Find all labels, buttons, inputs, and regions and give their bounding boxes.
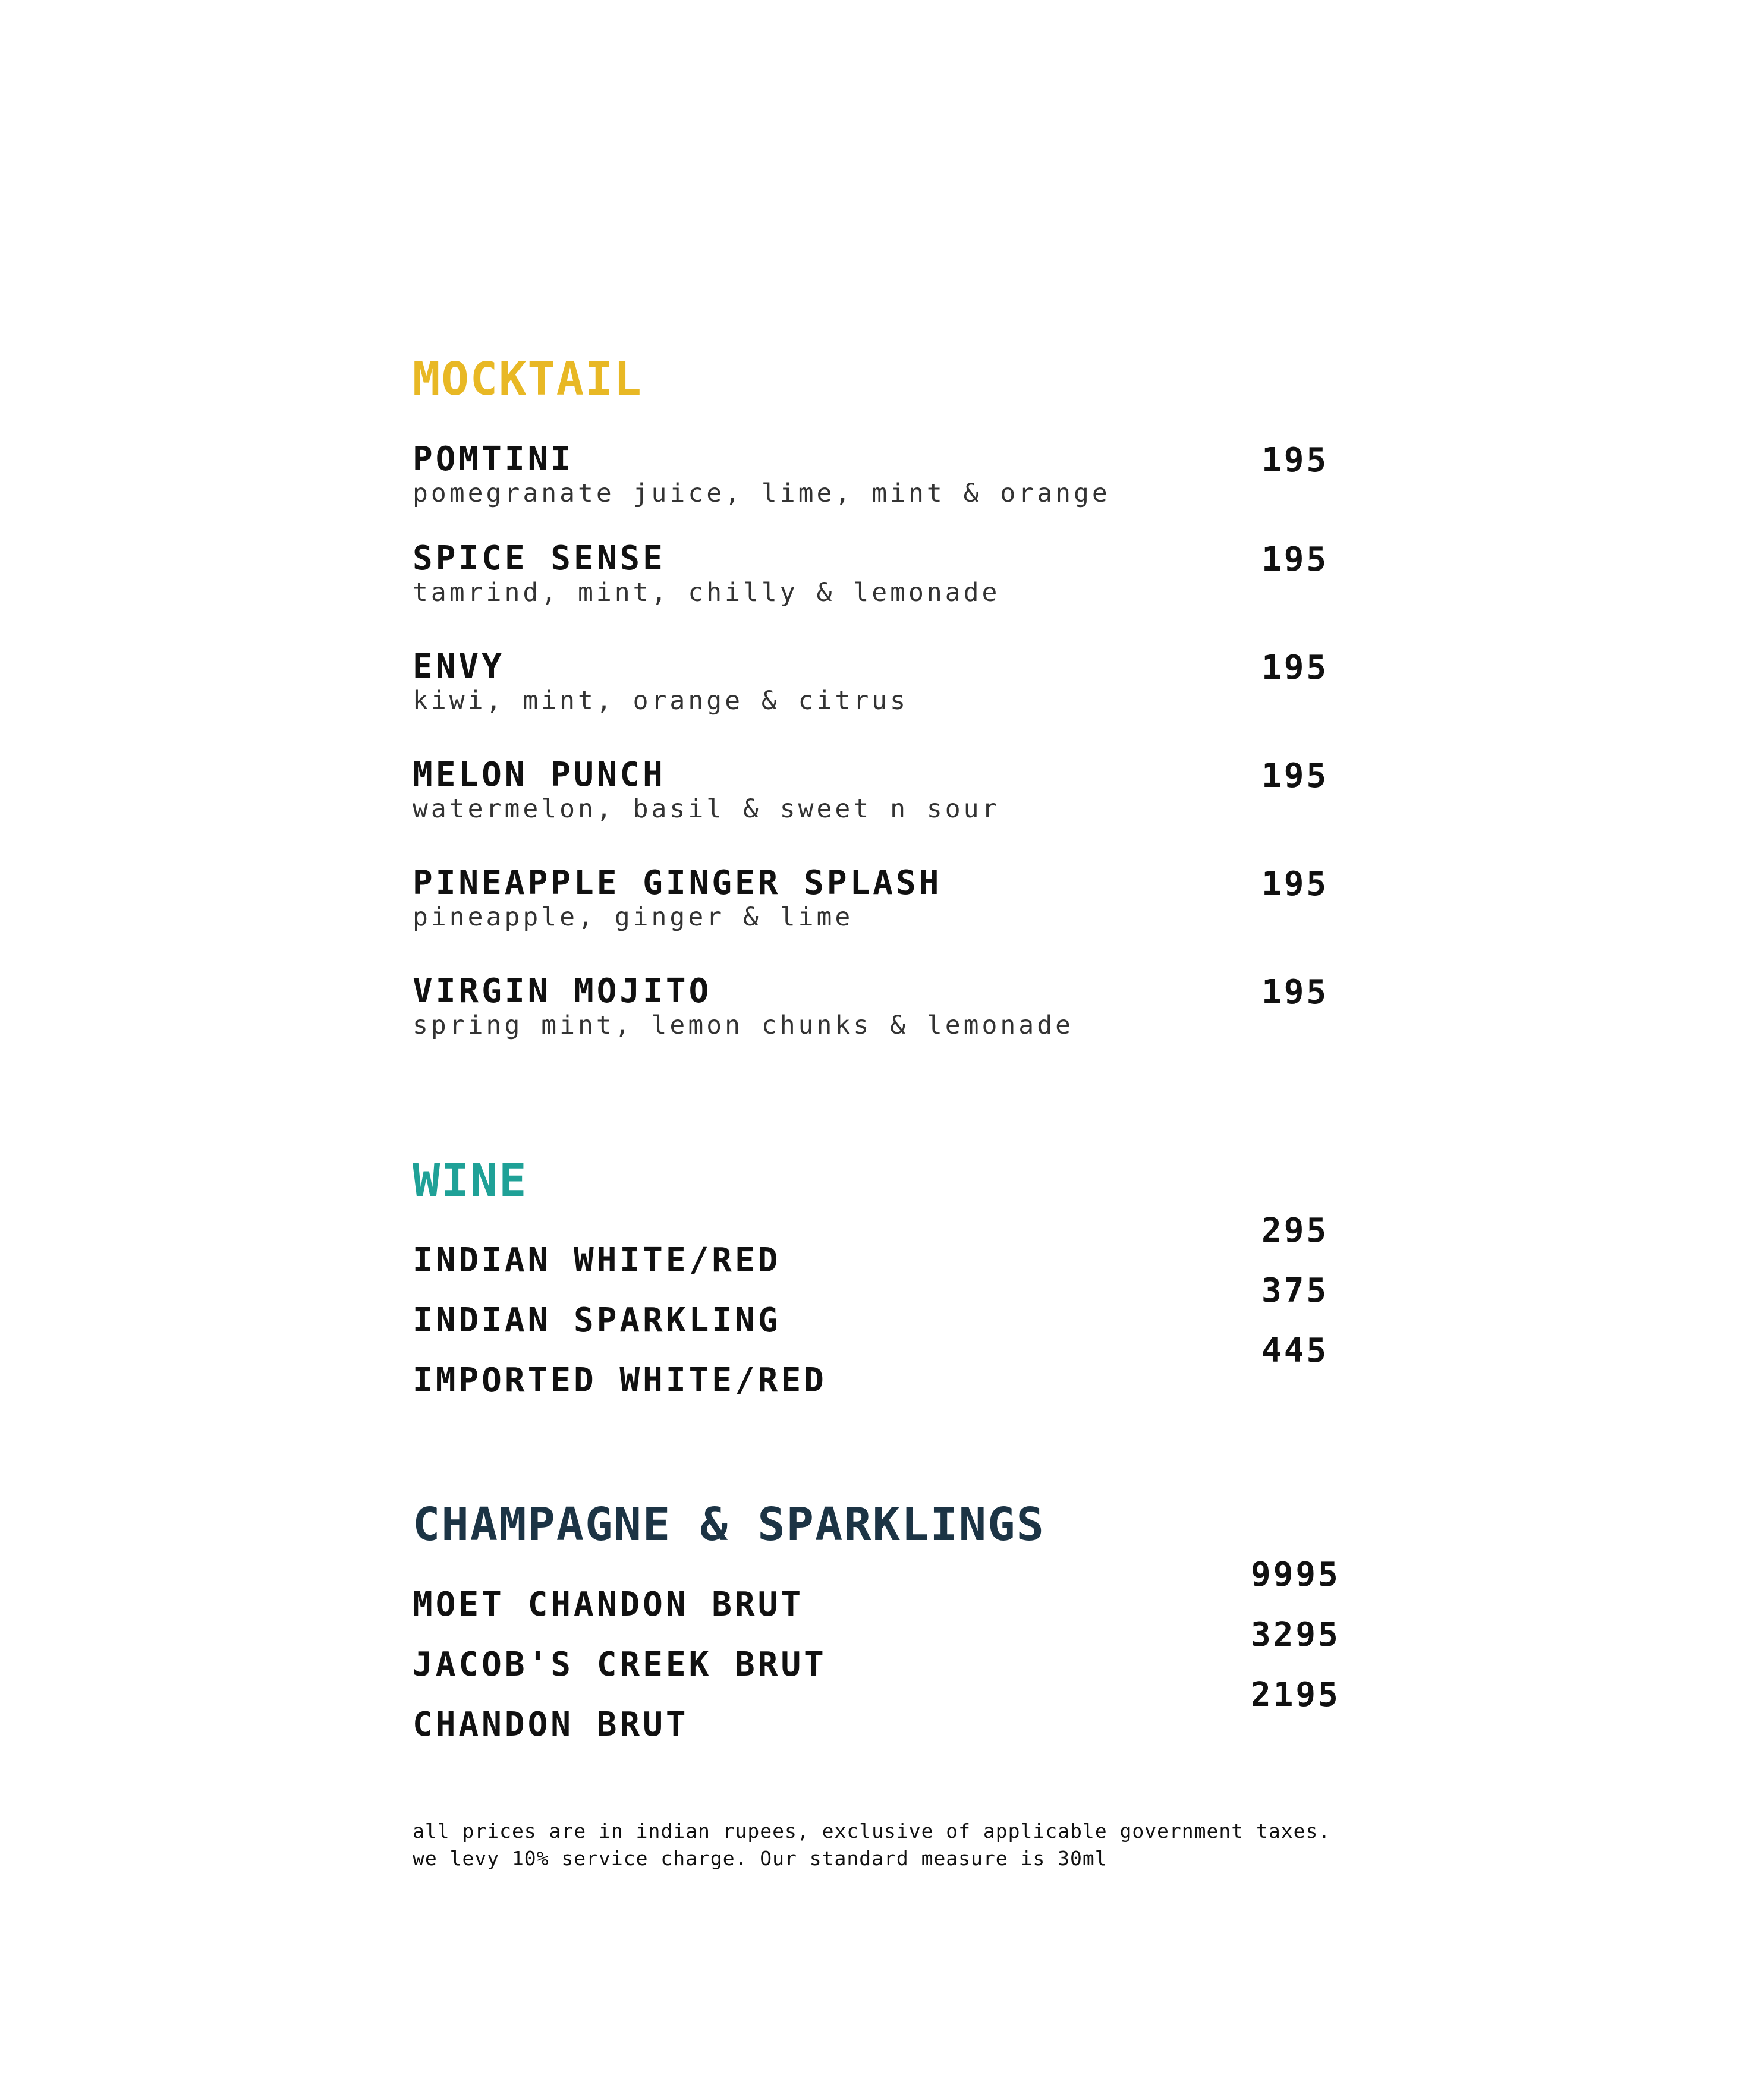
footnote-line: all prices are in indian rupees, exclusive of applicable government taxes. <box>413 1819 1331 1843</box>
menu-item <box>413 755 1340 824</box>
item-name: INDIAN SPARKLING <box>413 1301 781 1340</box>
item-price: 295 <box>1261 1211 1329 1250</box>
item-description: spring mint, lemon chunks & lemonade <box>413 1010 1074 1040</box>
item-price: 9995 <box>1251 1556 1341 1594</box>
item-price: 195 <box>1261 441 1329 480</box>
item-name: PINEAPPLE GINGER SPLASH <box>413 864 942 902</box>
item-name: SPICE SENSE <box>413 539 666 578</box>
item-name: CHANDON BRUT <box>413 1705 689 1744</box>
mocktail-title: MOCKTAIL <box>413 353 643 406</box>
menu-item <box>413 539 1340 607</box>
item-name: ENVY <box>413 647 505 686</box>
menu-item <box>413 440 1340 508</box>
item-price: 195 <box>1261 973 1329 1012</box>
item-name: IMPORTED WHITE/RED <box>413 1361 827 1400</box>
item-price: 195 <box>1261 648 1329 687</box>
item-price: 3295 <box>1251 1616 1341 1654</box>
item-name: MELON PUNCH <box>413 755 666 794</box>
item-name: MOET CHANDON BRUT <box>413 1585 804 1624</box>
item-price: 195 <box>1261 865 1329 903</box>
item-description: watermelon, basil & sweet n sour <box>413 794 1000 824</box>
menu-item <box>413 864 1340 932</box>
champagne-title: CHAMPAGNE & SPARKLINGS <box>413 1498 1045 1551</box>
footnote-line: we levy 10% service charge. Our standard measure is 30ml <box>413 1847 1107 1870</box>
item-price: 375 <box>1261 1271 1329 1310</box>
item-description: pineapple, ginger & lime <box>413 902 854 932</box>
item-price: 195 <box>1261 757 1329 795</box>
item-price: 2195 <box>1251 1676 1341 1714</box>
item-name: JACOB'S CREEK BRUT <box>413 1645 827 1684</box>
item-name: INDIAN WHITE/RED <box>413 1241 781 1280</box>
menu-item <box>413 972 1340 1040</box>
menu-item <box>413 647 1340 716</box>
wine-title: WINE <box>413 1154 528 1207</box>
item-name: VIRGIN MOJITO <box>413 972 712 1010</box>
item-description: kiwi, mint, orange & citrus <box>413 686 908 716</box>
item-description: tamrind, mint, chilly & lemonade <box>413 578 1000 607</box>
item-description: pomegranate juice, lime, mint & orange <box>413 478 1110 508</box>
item-price: 445 <box>1261 1331 1329 1370</box>
item-name: POMTINI <box>413 440 574 478</box>
price-footnote <box>413 1818 1330 1872</box>
item-price: 195 <box>1261 540 1329 579</box>
